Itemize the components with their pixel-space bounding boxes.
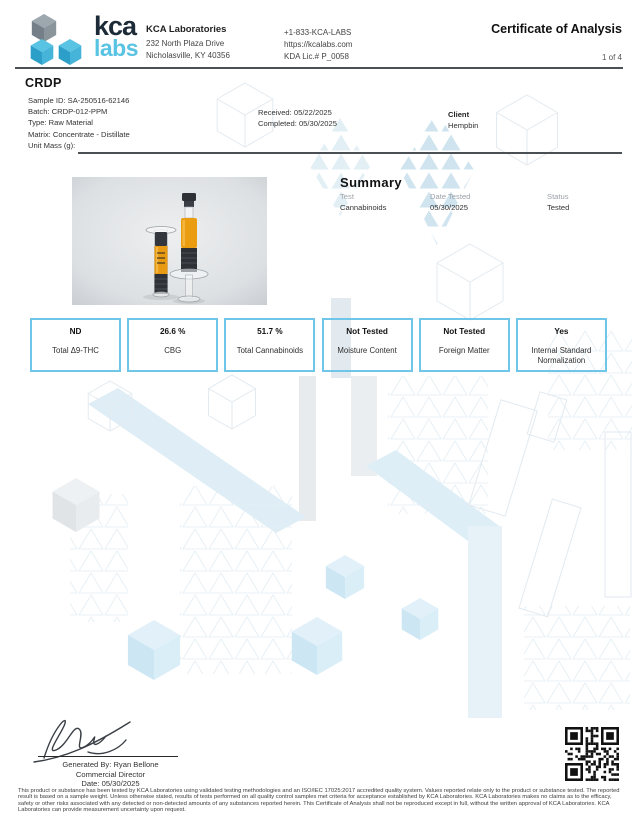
kca-cubes-logo-icon: [14, 10, 88, 68]
result-value: Yes: [554, 327, 569, 336]
lab-address-line1: 232 North Plaza Drive: [146, 39, 225, 48]
lab-website: https://kcalabs.com: [284, 40, 353, 49]
section-divider: [78, 152, 622, 154]
summary-heading: Summary: [340, 175, 403, 190]
result-label: Moisture Content: [337, 346, 397, 355]
result-box-total-d9-thc: [30, 318, 121, 372]
summary-date-value: 05/30/2025: [430, 202, 469, 212]
result-label: CBG: [164, 346, 182, 355]
summary-date-label: Date Tested: [430, 192, 471, 201]
result-box-total-cannabinoids: [224, 318, 315, 372]
lab-address-line2: Nicholasville, KY 40356: [146, 51, 230, 60]
summary-status-label: Status: [547, 192, 569, 201]
summary-status-column: [547, 192, 569, 213]
header-divider: [15, 67, 623, 69]
kca-wordmark: [94, 11, 139, 62]
generated-by: Generated By: Ryan Bellone: [62, 760, 159, 769]
summary-date-column: [430, 192, 470, 213]
client-name: Hempbin: [448, 121, 479, 130]
product-photo: [72, 177, 267, 305]
results-row: [30, 318, 607, 372]
lab-license: KDA Lic.# P_0058: [284, 52, 349, 61]
client-label: Client: [448, 110, 470, 119]
document-title: Certificate of Analysis: [491, 22, 622, 36]
disclaimer-text: This product or substance has been tested by KCA Laboratories using validated testing methodologies and an ISO/IEC 17025:2017 accredited quality system. Values reported relate only to the product or substance tested. The reported result is based on a sample weight. Unless otherwise stated, results of tests performed on all quality control samples met criteria for acceptance established by KCA Laboratories. KCA Laboratories makes no claims as to the efficacy, safety or other risks associated with any detected or non-detected amounts of any substances reported herein. This Certificate of Analysis shall not be reproduced except in full, without the written approval of KCA Laboratories. KCA Laboratories can provide measurement uncertainty upon request.: [18, 788, 620, 813]
signature-date: Date: 05/30/2025: [81, 779, 140, 788]
sample-name-heading: CRDP: [25, 76, 62, 90]
result-box-moisture-content: [322, 318, 413, 372]
result-box-internal-standard: [516, 318, 607, 372]
sample-batch: Batch: CRDP-012-PPM: [28, 107, 108, 117]
signer-title: Commercial Director: [75, 769, 146, 779]
completed-date: Completed: 05/30/2025: [258, 119, 337, 129]
sample-unit-mass: Unit Mass (g):: [28, 140, 76, 150]
result-value: 51.7 %: [257, 327, 283, 336]
sample-id: Sample ID: SA-250516-62146: [28, 96, 130, 105]
sample-matrix: Matrix: Concentrate - Distillate: [28, 129, 130, 139]
sample-type: Type: Raw Material: [28, 118, 93, 128]
qr-code-icon: [565, 727, 619, 781]
result-label: Internal Standard Normalization: [531, 346, 592, 365]
signature-block: [18, 760, 203, 789]
result-box-cbg: [127, 318, 218, 372]
result-label: Foreign Matter: [438, 346, 490, 355]
result-label: Total Cannabinoids: [236, 346, 304, 355]
lab-phone: +1-833-KCA-LABS: [284, 28, 352, 37]
sample-details: [28, 95, 130, 151]
lab-info: [146, 24, 230, 62]
summary-test-column: [340, 192, 386, 213]
sample-dates: [258, 107, 337, 129]
summary-test-value: Cannabinoids: [340, 202, 387, 212]
received-date: Received: 05/22/2025: [258, 108, 332, 117]
signature-line: [38, 756, 178, 757]
summary-status-value: Tested: [547, 202, 570, 212]
result-value: Not Tested: [443, 327, 486, 336]
result-box-foreign-matter: [419, 318, 510, 372]
result-value: ND: [69, 327, 82, 336]
result-label: Total Δ9-THC: [52, 346, 99, 355]
summary-test-label: Test: [340, 192, 354, 201]
wordmark-labs: labs: [94, 35, 139, 62]
result-value: Not Tested: [346, 327, 388, 336]
result-value: 26.6 %: [159, 327, 186, 336]
lab-contact: [284, 27, 352, 63]
lab-name: KCA Laboratories: [146, 24, 227, 35]
client-info: [448, 109, 478, 131]
wordmark-kca: kca: [94, 11, 137, 41]
page-number: 1 of 4: [601, 53, 622, 62]
